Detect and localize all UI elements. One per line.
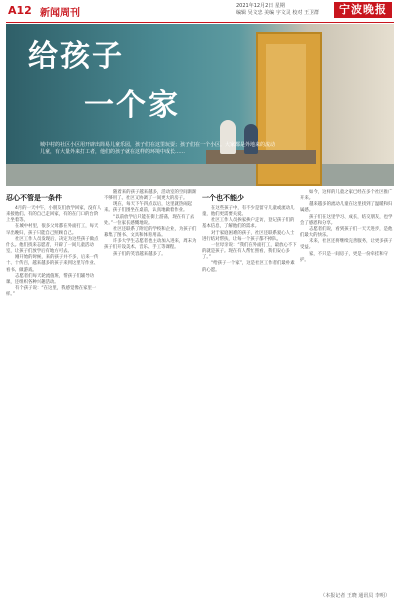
column-subhead: 一个也不能少: [202, 193, 244, 202]
article-paragraph: 家，不只是一间房子，更是一份牵挂和守护。: [300, 251, 389, 263]
page-number: A12: [8, 4, 32, 17]
section-name: 新闻周刊: [40, 8, 80, 19]
article-paragraph: 在这些孩子中，有不少是留守儿童或流动儿童，他们更需要关爱。: [202, 206, 295, 218]
meta-date: 2021年12月2日 星期: [236, 3, 285, 9]
article-paragraph: 许多大学生志愿者也主动加入进来，周末为孩子们开设美术、音乐、手工等课程。: [104, 239, 197, 251]
article-paragraph: 孩子们的笑容越来越多了。: [113, 251, 166, 257]
article-paragraph: 越来越多的流动儿童在这里找到了温暖和归属感。: [300, 202, 393, 214]
article-paragraph: 志愿者们说，看到孩子们一天天进步，是他们最大的快乐。: [300, 226, 393, 239]
headline-line-2: 一个家: [84, 88, 180, 123]
article-paragraph: 现在，每天下午四点以后，这里就热闹起来。孩子们围坐在桌前，认真地做着作业。: [104, 202, 193, 214]
article-paragraph: 未来，社区还将继续完善服务，让更多孩子受益。: [300, 239, 393, 251]
photo-caption: 城中村的社区小区用开辟出简易儿童乐园，孩子们在这里玩耍；孩子们在一个小区。大家都是外地来的流动儿童，有大量外来打工者，他们的孩子就在这样的环境中成长……: [40, 142, 276, 155]
page-header: [0, 0, 400, 22]
article-paragraph: “给孩子一个家”，这是社区工作者们最朴素的心愿。: [202, 261, 295, 273]
header-rule: [6, 22, 394, 23]
article-paragraph: 刚开始的时候，来的孩子并不多，后来一传十、十传百，越来越多的孩子来到这里写作业、看书、做游戏。: [6, 255, 99, 273]
photo-floor: [6, 164, 394, 186]
column-subhead: 忍心不管是一条件: [6, 193, 62, 202]
article-paragraph: 社区还联系了附近的学校和企业，为孩子们募集了图书、文具和体育用品。: [104, 226, 197, 239]
header-meta: [236, 3, 336, 17]
hero-photo: [6, 24, 394, 186]
article-paragraph: 一位母亲说：“我们在外面打工，最放心不下的就是孩子。现在有人帮忙照看，我们安心多了。”: [202, 242, 297, 261]
article-paragraph: 随着来的孩子越来越多，活动室的空间渐渐不够用了。社区又协调了一间更大的房子。: [104, 190, 197, 202]
article-column-3: [202, 190, 298, 274]
article-paragraph: 如今，这样的儿童之家已经在多个社区推广开来。: [300, 190, 393, 202]
newspaper-logo: 宁波晚报: [334, 2, 392, 18]
article-paragraph: 有个孩子说：“在这里，我感觉像在家里一样。”: [6, 286, 97, 298]
article-paragraph: 社区工作人员挨家挨户走访，登记孩子们的基本信息，了解他们的需求。: [202, 218, 295, 230]
byline: （本报记者 王晓 通讯员 李明）: [320, 593, 390, 599]
article-paragraph: “以前放学后只能在街上游荡，现在有了去处。”一位家长感慨地说。: [104, 214, 195, 226]
article-paragraph: 对于家庭困难的孩子，社区还联系爱心人士进行结对帮扶，让每一个孩子都不掉队。: [202, 230, 295, 242]
article-paragraph: 4月的一天中午，小朋友们放学回家，没有人来接他们。有的自己走回家，有的在门口的台阶上坐着等。: [6, 206, 102, 224]
headline-line-1: 给孩子: [28, 39, 124, 74]
article-paragraph: 志愿者们每天轮流值班，帮孩子们辅导功课，还组织各种兴趣活动。: [6, 273, 95, 285]
article-paragraph: 社区工作人员发现后，决定为这些孩子做点什么。他们找来志愿者，开辟了一间儿童活动室，让孩子们放学后有地方可去。: [6, 236, 99, 255]
meta-editors: 编辑 吴文忠 美编 宇文灵 校对 王卫群: [236, 10, 319, 16]
article-column-1: [6, 190, 102, 298]
article-column-4: [300, 190, 396, 264]
article-paragraph: 在城中村里，很多父母都在外面打工，每天早出晚归，孩子只能自己照顾自己。: [6, 224, 99, 236]
article-paragraph: 孩子们在这里学习、成长，结交朋友，也学会了感恩和分享。: [300, 214, 393, 226]
article-column-2: [104, 190, 200, 258]
